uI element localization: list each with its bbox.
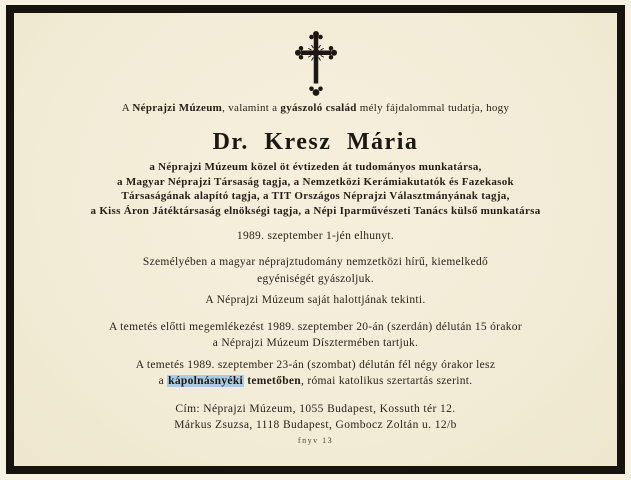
funeral-line-1: A temetés 1989. szeptember 23-án (szombat) délután fél négy órakor lesz bbox=[135, 359, 496, 371]
announcement-prefix: A bbox=[121, 102, 133, 114]
funeral-line-2-prefix: a bbox=[158, 375, 168, 387]
funeral-paragraph bbox=[14, 357, 617, 389]
print-mark: fnyv 13 bbox=[297, 436, 334, 445]
title-line: Társaságának alapító tagja, a TIT Országos Néprajzi Választmányának tagja, bbox=[121, 190, 510, 202]
memorial-paragraph bbox=[14, 319, 617, 351]
funeral-line-2-suffix: , római katolikus szertartás szerint. bbox=[301, 375, 473, 387]
deceased-name: Dr. Kresz Mária bbox=[212, 129, 419, 155]
mourning-line-1: Személyében a magyar néprajztudomány nemzetközi hírű, kiemelkedő bbox=[142, 256, 489, 268]
mourning-line-2: egyéniségét gyászoljuk. bbox=[257, 272, 374, 285]
address-line-museum: Cím: Néprajzi Múzeum, 1055 Budapest, Kossuth tér 12. bbox=[175, 403, 456, 415]
announcement-bold-museum: Néprajzi Múzeum bbox=[132, 102, 223, 114]
notice-paper bbox=[14, 13, 617, 466]
address-block bbox=[14, 401, 617, 433]
title-line: a Magyar Néprajzi Társaság tagja, a Nemzetközi Kerámiakutatók és Fazekasok bbox=[117, 175, 514, 188]
highlighted-cemetery-word: kápolnásnyéki bbox=[168, 375, 244, 387]
address-line-family: Márkus Zsuzsa, 1118 Budapest, Gombocz Zoltán u. 12/b bbox=[174, 419, 457, 431]
announcement-line bbox=[14, 101, 617, 115]
announcement-suffix: mély fájdalommal tudatja, hogy bbox=[356, 102, 510, 114]
announcement-mid: , valamint a bbox=[222, 102, 281, 114]
mourning-paragraph bbox=[14, 254, 617, 287]
funeral-notice-page bbox=[6, 5, 625, 474]
announcement-bold-family: gyászoló család bbox=[280, 102, 357, 114]
death-date-line: 1989. szeptember 1-jén elhunyt. bbox=[236, 230, 395, 242]
title-line: a Kiss Áron Játéktársaság elnökségi tagja, a Népi Iparművészeti Tanács külső munkatársa bbox=[90, 204, 541, 217]
memorial-line-2: a Néprajzi Múzeum Dísztermében tartjuk. bbox=[212, 337, 419, 349]
funeral-bold-cemetery: temetőben bbox=[244, 375, 301, 387]
title-line: a Néprajzi Múzeum közel öt évtizeden át tudományos munkatársa, bbox=[149, 161, 482, 173]
museum-line: A Néprajzi Múzeum saját halottjának tekinti. bbox=[205, 294, 426, 306]
cross-icon bbox=[14, 28, 617, 98]
titles-block bbox=[14, 160, 617, 218]
memorial-line-1: A temetés előtti megemlékezést 1989. szeptember 20-án (szerdán) délután 15 órakor bbox=[109, 321, 522, 333]
